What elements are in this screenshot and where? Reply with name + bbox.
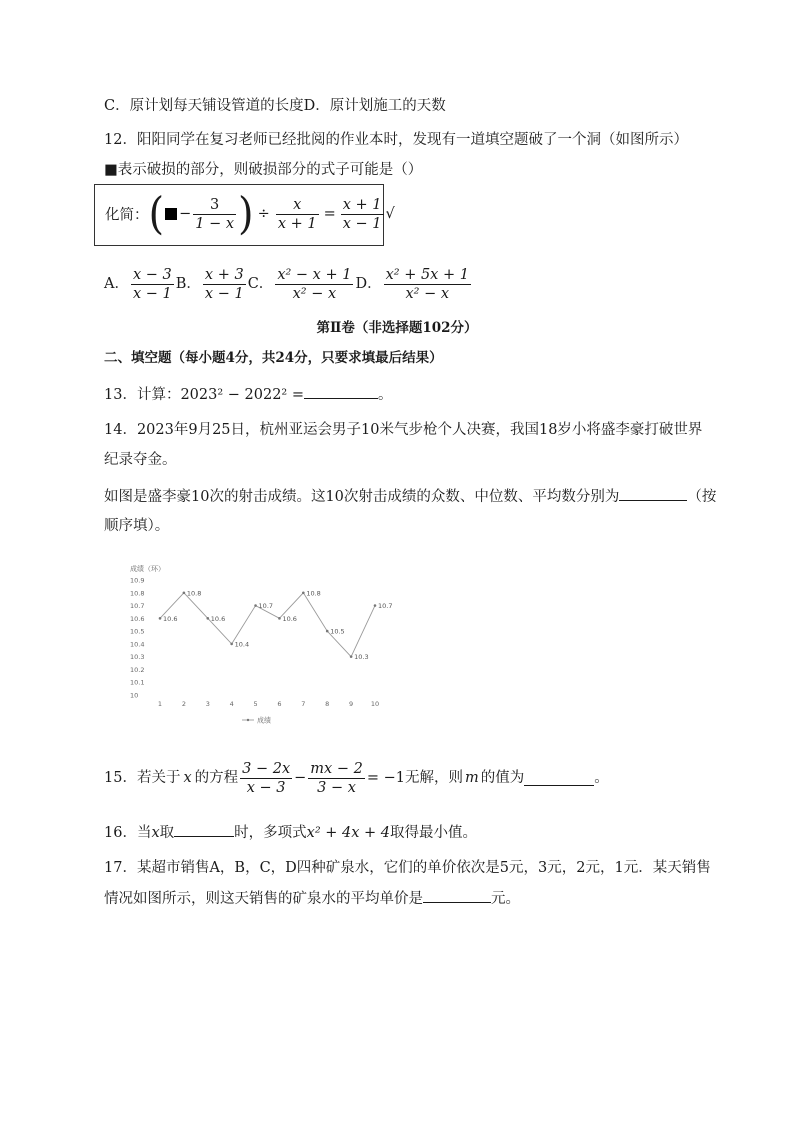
- q11-options: [104, 96, 446, 116]
- q12-torn-box: [94, 184, 395, 246]
- data-point: [326, 630, 329, 633]
- q15-prefix: 15．若关于: [104, 770, 181, 786]
- q12-option-d: $\frac{\text{x² + 5x + 1}}{\text{x² − x}}$: [385, 266, 469, 302]
- chart-legend: [242, 716, 271, 725]
- x-tick-label: 8: [325, 700, 330, 708]
- data-label: 10.8: [186, 589, 202, 598]
- q14-line3-text: 如图是盛李豪10次的射击成绩。这10次射击成绩的众数、中位数、平均数分别为: [104, 489, 620, 505]
- q13-suffix: 。: [378, 387, 393, 403]
- x-tick-label: 4: [229, 700, 234, 708]
- q16-b: 时，多项式: [234, 825, 307, 841]
- q12-option-b: $\frac{x + 3}{x - 1}$: [204, 266, 244, 302]
- q15-suffix2: 。: [594, 770, 609, 786]
- data-label: 10.6: [210, 614, 226, 623]
- q15-suffix1: 的值为: [480, 770, 525, 786]
- q14-line3-end: （按: [687, 489, 717, 505]
- right-paren-icon: ): [238, 188, 254, 240]
- x-tick-label: 6: [277, 700, 282, 708]
- chart-point-labels: [163, 589, 392, 661]
- q15-rhs: = −1无解，则: [366, 770, 463, 786]
- data-label: 10.8: [306, 589, 321, 598]
- q16-answer-blank[interactable]: [174, 822, 234, 837]
- q15-answer-blank[interactable]: [524, 771, 594, 786]
- q14-answer-blank[interactable]: [619, 486, 687, 501]
- score-line-chart: [120, 560, 393, 730]
- y-tick-label: 10.8: [130, 589, 145, 598]
- q16-c: 取得最小值。: [390, 825, 477, 841]
- q12-line2: ■表示破损的部分，则破损部分的式子可能是（）: [104, 162, 423, 178]
- y-tick-label: 10.4: [130, 640, 145, 649]
- data-point: [350, 655, 353, 658]
- legend-label: 成绩: [257, 716, 271, 725]
- q11-option-d: D．原计划施工的天数: [303, 98, 446, 114]
- q13: [104, 384, 393, 405]
- chart-x-ticks: [158, 700, 379, 708]
- data-label: 10.3: [354, 653, 369, 662]
- x-tick-label: 9: [349, 700, 354, 708]
- q12-option-a: $\frac{x - 3}{x - 1}$: [132, 266, 172, 302]
- x-tick-label: 7: [301, 700, 306, 708]
- q16-a: 取: [159, 825, 175, 841]
- q12-option-b-label: B．: [175, 276, 201, 292]
- q12-frac2: $\frac{x}{x + 1}$: [277, 196, 317, 232]
- y-tick-label: 10.9: [130, 576, 145, 585]
- q13-answer-blank[interactable]: [304, 384, 378, 399]
- data-point: [278, 617, 281, 620]
- y-tick-label: 10.6: [130, 614, 145, 623]
- data-label: 10.6: [282, 614, 297, 623]
- equals-sign: =: [323, 206, 336, 222]
- data-point: [374, 604, 377, 607]
- q13-prefix: 13．计算：: [104, 387, 181, 403]
- q14-line3: [104, 486, 716, 507]
- q12-frac3: $\frac{x + 1}{x - 1}$: [342, 196, 382, 232]
- data-point: [159, 617, 162, 620]
- data-point: [206, 617, 209, 620]
- data-label: 10.4: [234, 640, 250, 649]
- q15-var: x: [183, 770, 192, 786]
- y-tick-label: 10.3: [130, 653, 145, 662]
- x-tick-label: 5: [253, 700, 258, 708]
- q12-option-a-label: A．: [104, 276, 129, 292]
- hole-icon: [165, 208, 177, 220]
- check-mark-icon: √: [385, 206, 395, 222]
- q13-expr: 2023² − 2022² =: [180, 387, 305, 403]
- data-point: [230, 643, 233, 646]
- q17-answer-blank[interactable]: [423, 888, 491, 903]
- q15-minus: −: [294, 770, 307, 786]
- q12-options: [104, 262, 473, 306]
- q12-option-c-label: C．: [247, 276, 274, 292]
- x-tick-label: 1: [157, 700, 163, 708]
- q11-option-c: C．原计划每天铺设管道的长度: [104, 98, 304, 114]
- q12-option-d-label: D．: [355, 276, 382, 292]
- chart-y-ticks: [130, 577, 144, 700]
- q14-line1: 14．2023年9月25日，杭州亚运会男子10米气步枪个人决赛，我国18岁小将盛李豪打破世界: [104, 422, 703, 438]
- q12-option-c: $\frac{\text{x² − x + 1}}{\text{x² − x}}$: [277, 266, 352, 302]
- minus-sign: −: [179, 206, 192, 222]
- legend-marker-icon: [247, 719, 249, 721]
- y-tick-label: 10.1: [130, 678, 145, 687]
- chart-ylabel: 成绩（环）: [130, 565, 165, 573]
- left-paren-icon: (: [148, 188, 165, 240]
- q12-box-label: 化简：: [105, 207, 149, 224]
- data-label: 10.7: [378, 602, 393, 611]
- q12-box-expression: [105, 188, 395, 240]
- x-tick-label: 3: [205, 700, 210, 708]
- divide-sign: ÷: [257, 206, 270, 222]
- q16-var: x: [151, 825, 160, 841]
- data-label: 10.6: [163, 614, 178, 623]
- data-point: [254, 604, 257, 607]
- data-label: 10.7: [258, 602, 274, 611]
- fill-section-title: 二、填空题（每小题4分，共24分，只要求填最后结果）: [104, 350, 443, 366]
- q17-line2-end: 元。: [491, 891, 520, 907]
- q15-mid: 的方程: [194, 770, 239, 786]
- q14-line4: 顺序填）。: [104, 518, 170, 534]
- q15-m: m: [464, 770, 479, 786]
- q17-line1: 17．某超市销售A，B，C，D四种矿泉水，它们的单价依次是5元，3元，2元，1元．某天销售: [104, 860, 711, 876]
- q15-frac1: $\frac{3 - 2x}{x - 3}$: [242, 760, 291, 796]
- q16: [104, 822, 477, 843]
- q14-line2: 纪录夺金。: [104, 452, 177, 468]
- q15-frac2: $\frac{mx - 2}{3 - x}$: [310, 760, 363, 796]
- q16-prefix: 16．当: [104, 825, 152, 841]
- x-tick-label: 10: [370, 700, 380, 708]
- y-tick-label: 10.5: [130, 627, 145, 636]
- section2-title: 第Ⅱ卷（非选择题102分）: [316, 320, 478, 336]
- q12-line1: 12．阳阳同学在复习老师已经批阅的作业本时，发现有一道填空题破了一个洞（如图所示）: [104, 132, 688, 148]
- q17-line2: [104, 888, 520, 909]
- data-point: [302, 591, 305, 594]
- q15: [104, 756, 609, 800]
- y-tick-label: 10: [130, 691, 139, 700]
- y-tick-label: 10.2: [130, 665, 145, 674]
- data-point: [183, 591, 186, 594]
- q17-line2-text: 情况如图所示，则这天销售的矿泉水的平均单价是: [104, 891, 423, 907]
- q16-poly: x² + 4x + 4: [306, 825, 390, 841]
- data-label: 10.5: [330, 627, 345, 636]
- y-tick-label: 10.7: [130, 602, 145, 611]
- q12-frac1: $\frac{3}{1 - x}$: [195, 196, 235, 232]
- x-tick-label: 2: [181, 700, 186, 708]
